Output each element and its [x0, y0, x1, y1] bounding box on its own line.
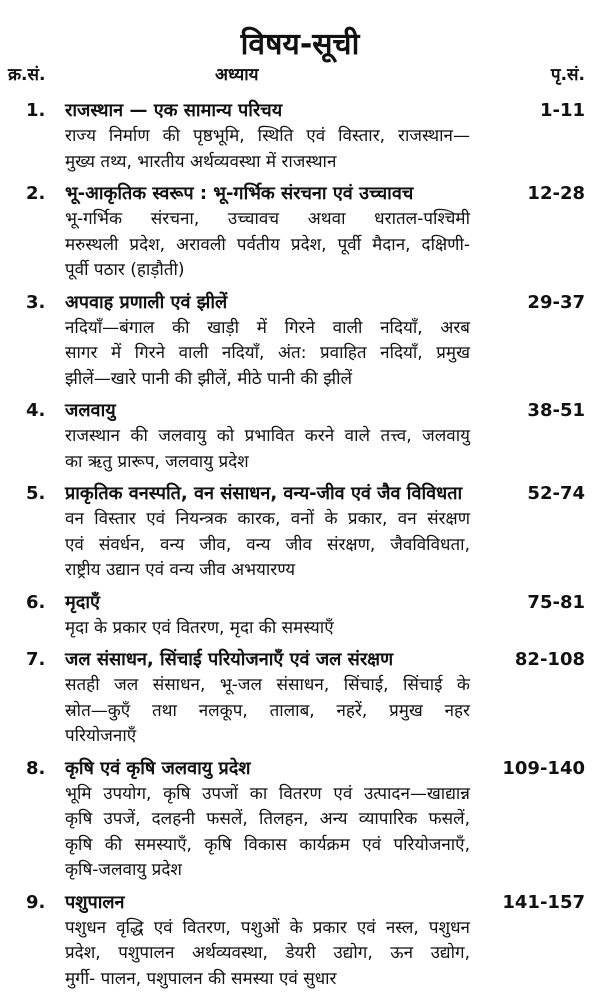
entry-number: 4. — [26, 400, 46, 421]
entry-description-line: प्रदेश, पशुपालन अर्थव्यवस्था, डेयरी उद्योग, ऊन उद्योग, — [65, 943, 470, 963]
entry-description-line: राष्ट्रीय उद्यान एवं वन्य जीव अभयारण्य — [65, 560, 296, 580]
toc-entry — [0, 890, 600, 993]
entry-number: 7. — [26, 649, 46, 670]
entry-number: 9. — [26, 891, 46, 913]
entry-number: 2. — [26, 183, 46, 204]
entry-description-line: राज्य निर्माण की पृष्ठभूमि, स्थिति एवं विस्तार, राजस्थान— — [65, 126, 470, 146]
entry-pages: 109-140 — [502, 757, 585, 779]
entry-pages: 29-37 — [527, 291, 585, 313]
toc-entry — [0, 398, 600, 475]
entry-description-line: मुर्गी- पालन, पशुपालन की समस्या एवं सुधार — [65, 968, 337, 989]
entry-description-line: कृषि की समस्याएँ, कृषि विकास कार्यक्रम एवं परियोजनाएँ, — [65, 834, 470, 855]
entry-number: 6. — [26, 591, 46, 613]
entry-number: 5. — [26, 483, 46, 504]
entry-description-line: वन विस्तार एवं नियन्त्रक कारक, वनों के प्रकार, वन संरक्षण — [65, 509, 470, 529]
entry-pages: 75-81 — [527, 591, 585, 613]
entry-pages: 38-51 — [527, 400, 585, 421]
entry-description-line: स्रोत—कुएँ तथा नलकूप, तालाब, नहरें, प्रमुख नहर — [65, 700, 470, 721]
column-header-page: पृ.सं. — [550, 65, 585, 85]
column-header-chapter: अध्याय — [215, 65, 259, 85]
entry-title: भू-आकृतिक स्वरूप : भू-गर्भिक संरचना एवं उच्चावच — [65, 183, 414, 204]
toc-entry — [0, 481, 600, 584]
entry-description-line: का ऋतु प्रारूप, जलवायु प्रदेश — [65, 451, 249, 472]
entry-description-line: मरुस्थली प्रदेश, अरावली पर्वतीय प्रदेश, पूर्वी मैदान, दक्षिणी- — [65, 234, 470, 255]
entry-description-line: झीलें—खारे पानी की झीलें, मीठे पानी की झीलें — [65, 368, 352, 389]
toc-entry — [0, 290, 600, 393]
entry-pages: 141-157 — [502, 891, 585, 913]
entry-pages: 52-74 — [527, 483, 585, 504]
entry-number: 8. — [26, 757, 46, 779]
entry-description-line: परियोजनाएँ — [65, 726, 137, 746]
entry-title: जल संसाधन, सिंचाई परियोजनाएँ एवं जल संरक्षण — [65, 649, 394, 670]
toc-entry — [0, 756, 600, 884]
entry-pages: 12-28 — [527, 183, 585, 204]
entry-description-line: सागर में गिरने वाली नदियाँ, अंत: प्रवाहित नदियाँ, प्रमुख — [65, 343, 470, 363]
entry-title: अपवाह प्रणाली एवं झीलें — [65, 291, 228, 313]
entry-number: 1. — [26, 100, 46, 121]
entry-title: मृदाएँ — [65, 591, 100, 613]
entry-description-line: पूर्वी पठार (हाड़ौती) — [65, 260, 185, 280]
toc-entry — [0, 590, 600, 642]
entry-description-line: कृषि उपजें, दलहनी फसलें, तिलहन, अन्य व्यापारिक फसलें, — [65, 809, 470, 829]
column-header-serial: क्र.सं. — [8, 65, 46, 85]
entry-description-line: भू-गर्भिक संरचना, उच्चावच अथवा धरातल-पश्चिमी — [65, 209, 470, 229]
toc-entry — [0, 647, 600, 750]
entry-pages: 1-11 — [539, 100, 585, 121]
entry-description-line: एवं संवर्धन, वन्य जीव, वन्य जीव संरक्षण, जैवविविधता, — [65, 534, 470, 555]
entry-title: कृषि एवं कृषि जलवायु प्रदेश — [65, 757, 251, 779]
entry-number: 3. — [26, 291, 46, 313]
entry-pages: 82-108 — [514, 649, 585, 670]
entry-description-line: मृदा के प्रकार एवं वितरण, मृदा की समस्याएँ — [65, 617, 334, 638]
entry-description-line: पशुधन वृद्धि एवं वितरण, पशुओं के प्रकार एवं नस्ल, पशुधन — [65, 917, 470, 938]
entry-description-line: नदियाँ—बंगाल की खाड़ी में गिरने वाली नदियाँ, अरब — [65, 317, 470, 338]
contents-list — [0, 98, 600, 998]
entry-description-line: राजस्थान की जलवायु को प्रभावित करने वाले तत्त्व, जलवायु — [65, 426, 470, 446]
entry-title: पशुपालन — [65, 891, 125, 913]
toc-entry — [0, 98, 600, 175]
page-title: विषय-सूची — [240, 27, 360, 62]
entry-description-line: सतही जल संसाधन, भू-जल संसाधन, सिंचाई, सिंचाई के — [65, 675, 470, 695]
entry-title: राजस्थान — एक सामान्य परिचय — [65, 100, 283, 121]
entry-description-line: कृषि-जलवायु प्रदेश — [65, 860, 182, 880]
toc-entry — [0, 181, 600, 284]
entry-description-line: भूमि उपयोग, कृषि उपजों का वितरण एवं उत्पादन—खाद्यान्न — [65, 783, 470, 804]
entry-title: जलवायु — [65, 400, 116, 421]
entry-title: प्राकृतिक वनस्पति, वन संसाधन, वन्य-जीव एवं जैव विविधता — [65, 483, 463, 504]
entry-description-line: मुख्य तथ्य, भारतीय अर्थव्यवस्था में राजस्थान — [65, 151, 337, 172]
